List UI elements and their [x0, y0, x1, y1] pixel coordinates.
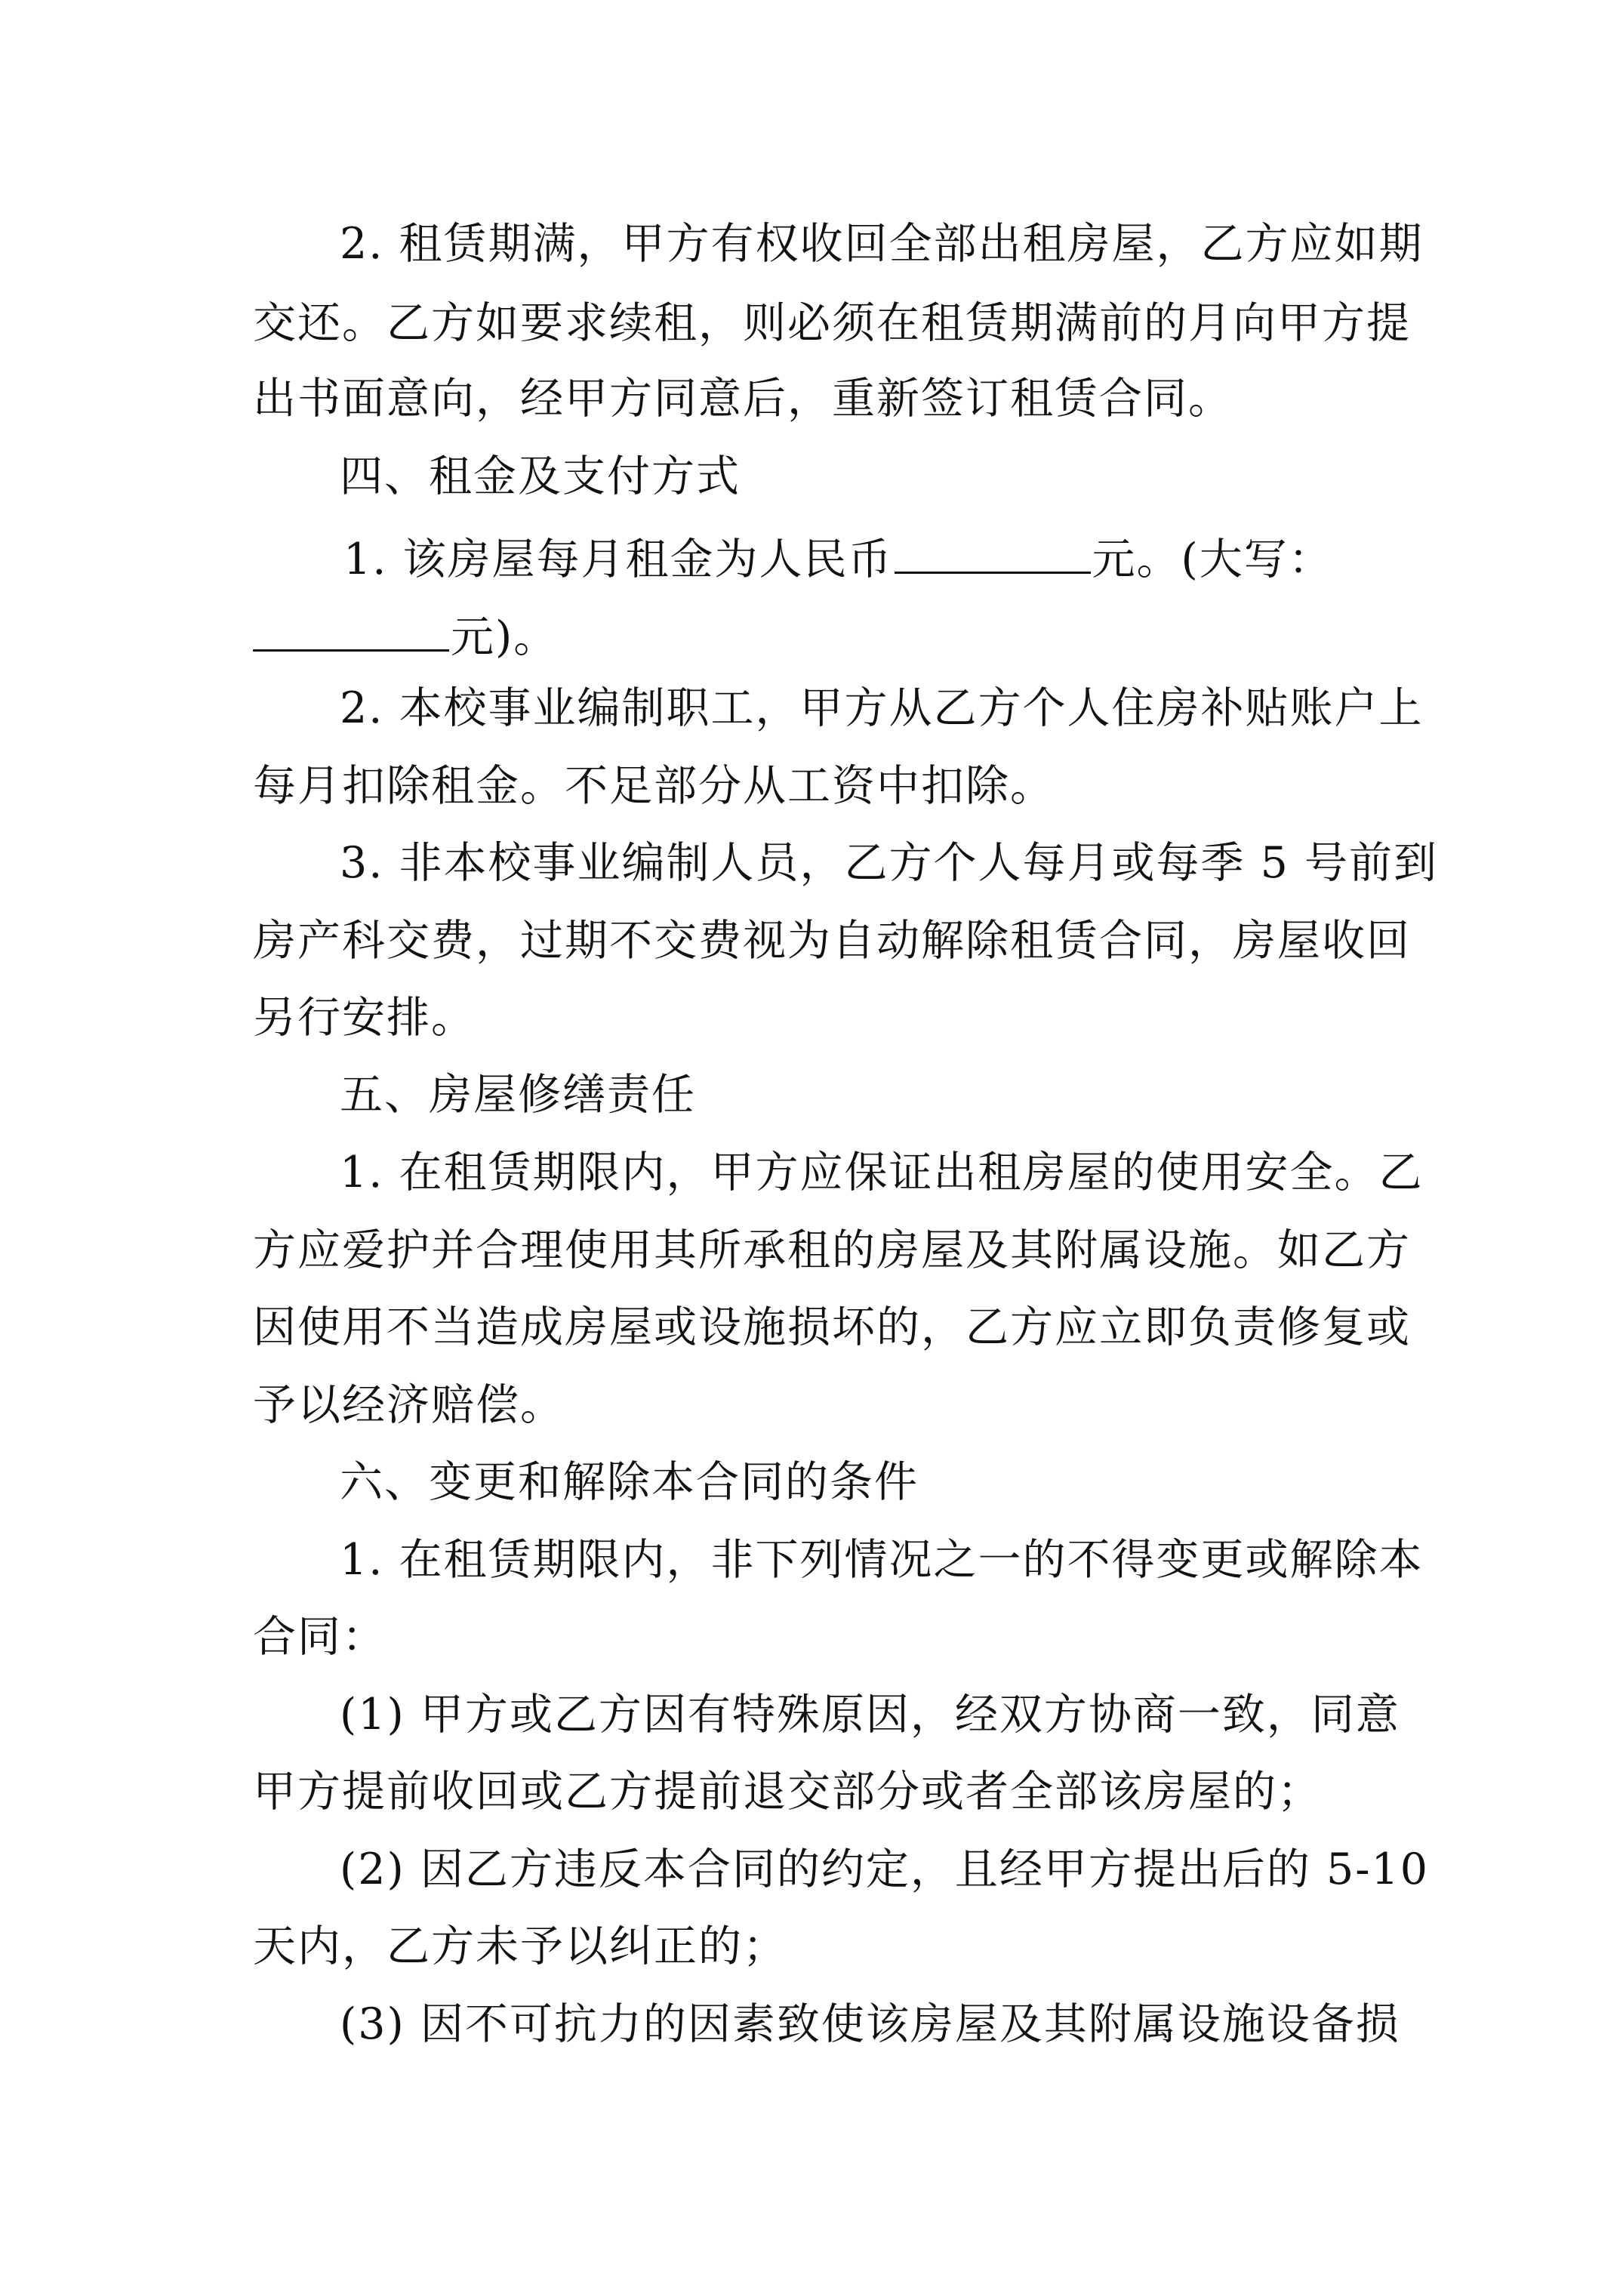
paragraph-line: 予以经济赔偿。 [253, 1380, 565, 1430]
rent-middle: 元。(大写： [1092, 535, 1333, 584]
section-heading: 四、租金及支付方式 [340, 451, 741, 501]
section-heading: 六、变更和解除本合同的条件 [340, 1457, 919, 1507]
rent-amount-line [343, 532, 1476, 584]
rent-uppercase-line [253, 610, 1385, 662]
paragraph-line: 1. 在租赁期限内，甲方应保证出租房屋的使用安全。乙 [340, 1148, 1424, 1197]
paragraph-line: 因使用不当造成房屋或设施损坏的，乙方应立即负责修复或 [253, 1302, 1411, 1352]
section-heading: 五、房屋修缮责任 [340, 1070, 696, 1120]
paragraph-line: 每月扣除租金。不足部分从工资中扣除。 [253, 761, 1055, 811]
paragraph-line: 方应爱护并合理使用其所承租的房屋及其附属设施。如乙方 [253, 1225, 1411, 1275]
paragraph-line: 另行安排。 [253, 993, 476, 1043]
paragraph-line: 合同： [253, 1612, 387, 1662]
paragraph-line: (1) 甲方或乙方因有特殊原因，经双方协商一致，同意 [340, 1690, 1400, 1740]
paragraph-line: 天内，乙方未予以纠正的； [253, 1922, 787, 1971]
rent-uppercase-blank [253, 610, 449, 652]
paragraph-line: 房产科交费，过期不交费视为自动解除租赁合同，房屋收回 [253, 916, 1411, 966]
rent-prefix: 1. 该房屋每月租金为人民币 [343, 535, 893, 584]
rent-amount-blank [895, 532, 1091, 574]
paragraph-line: (3) 因不可抗力的因素致使该房屋及其附属设施设备损 [340, 1999, 1400, 2049]
paragraph-line: 2. 租赁期满，甲方有权收回全部出租房屋，乙方应如期 [340, 219, 1424, 269]
paragraph-line: (2) 因乙方违反本合同的约定，且经甲方提出后的 5-10 [340, 1845, 1430, 1894]
paragraph-line: 3. 非本校事业编制人员，乙方个人每月或每季 5 号前到 [340, 838, 1439, 888]
rent-suffix: 元)。 [451, 612, 559, 662]
paragraph-line: 交还。乙方如要求续租，则必须在租赁期满前的月向甲方提 [253, 298, 1411, 348]
paragraph-line: 甲方提前收回或乙方提前退交部分或者全部该房屋的； [253, 1767, 1322, 1817]
paragraph-line: 出书面意向，经甲方同意后，重新签订租赁合同。 [253, 374, 1233, 424]
paragraph-line: 1. 在租赁期限内，非下列情况之一的不得变更或解除本 [340, 1535, 1424, 1585]
paragraph-line: 2. 本校事业编制职工，甲方从乙方个人住房补贴账户上 [340, 683, 1424, 733]
